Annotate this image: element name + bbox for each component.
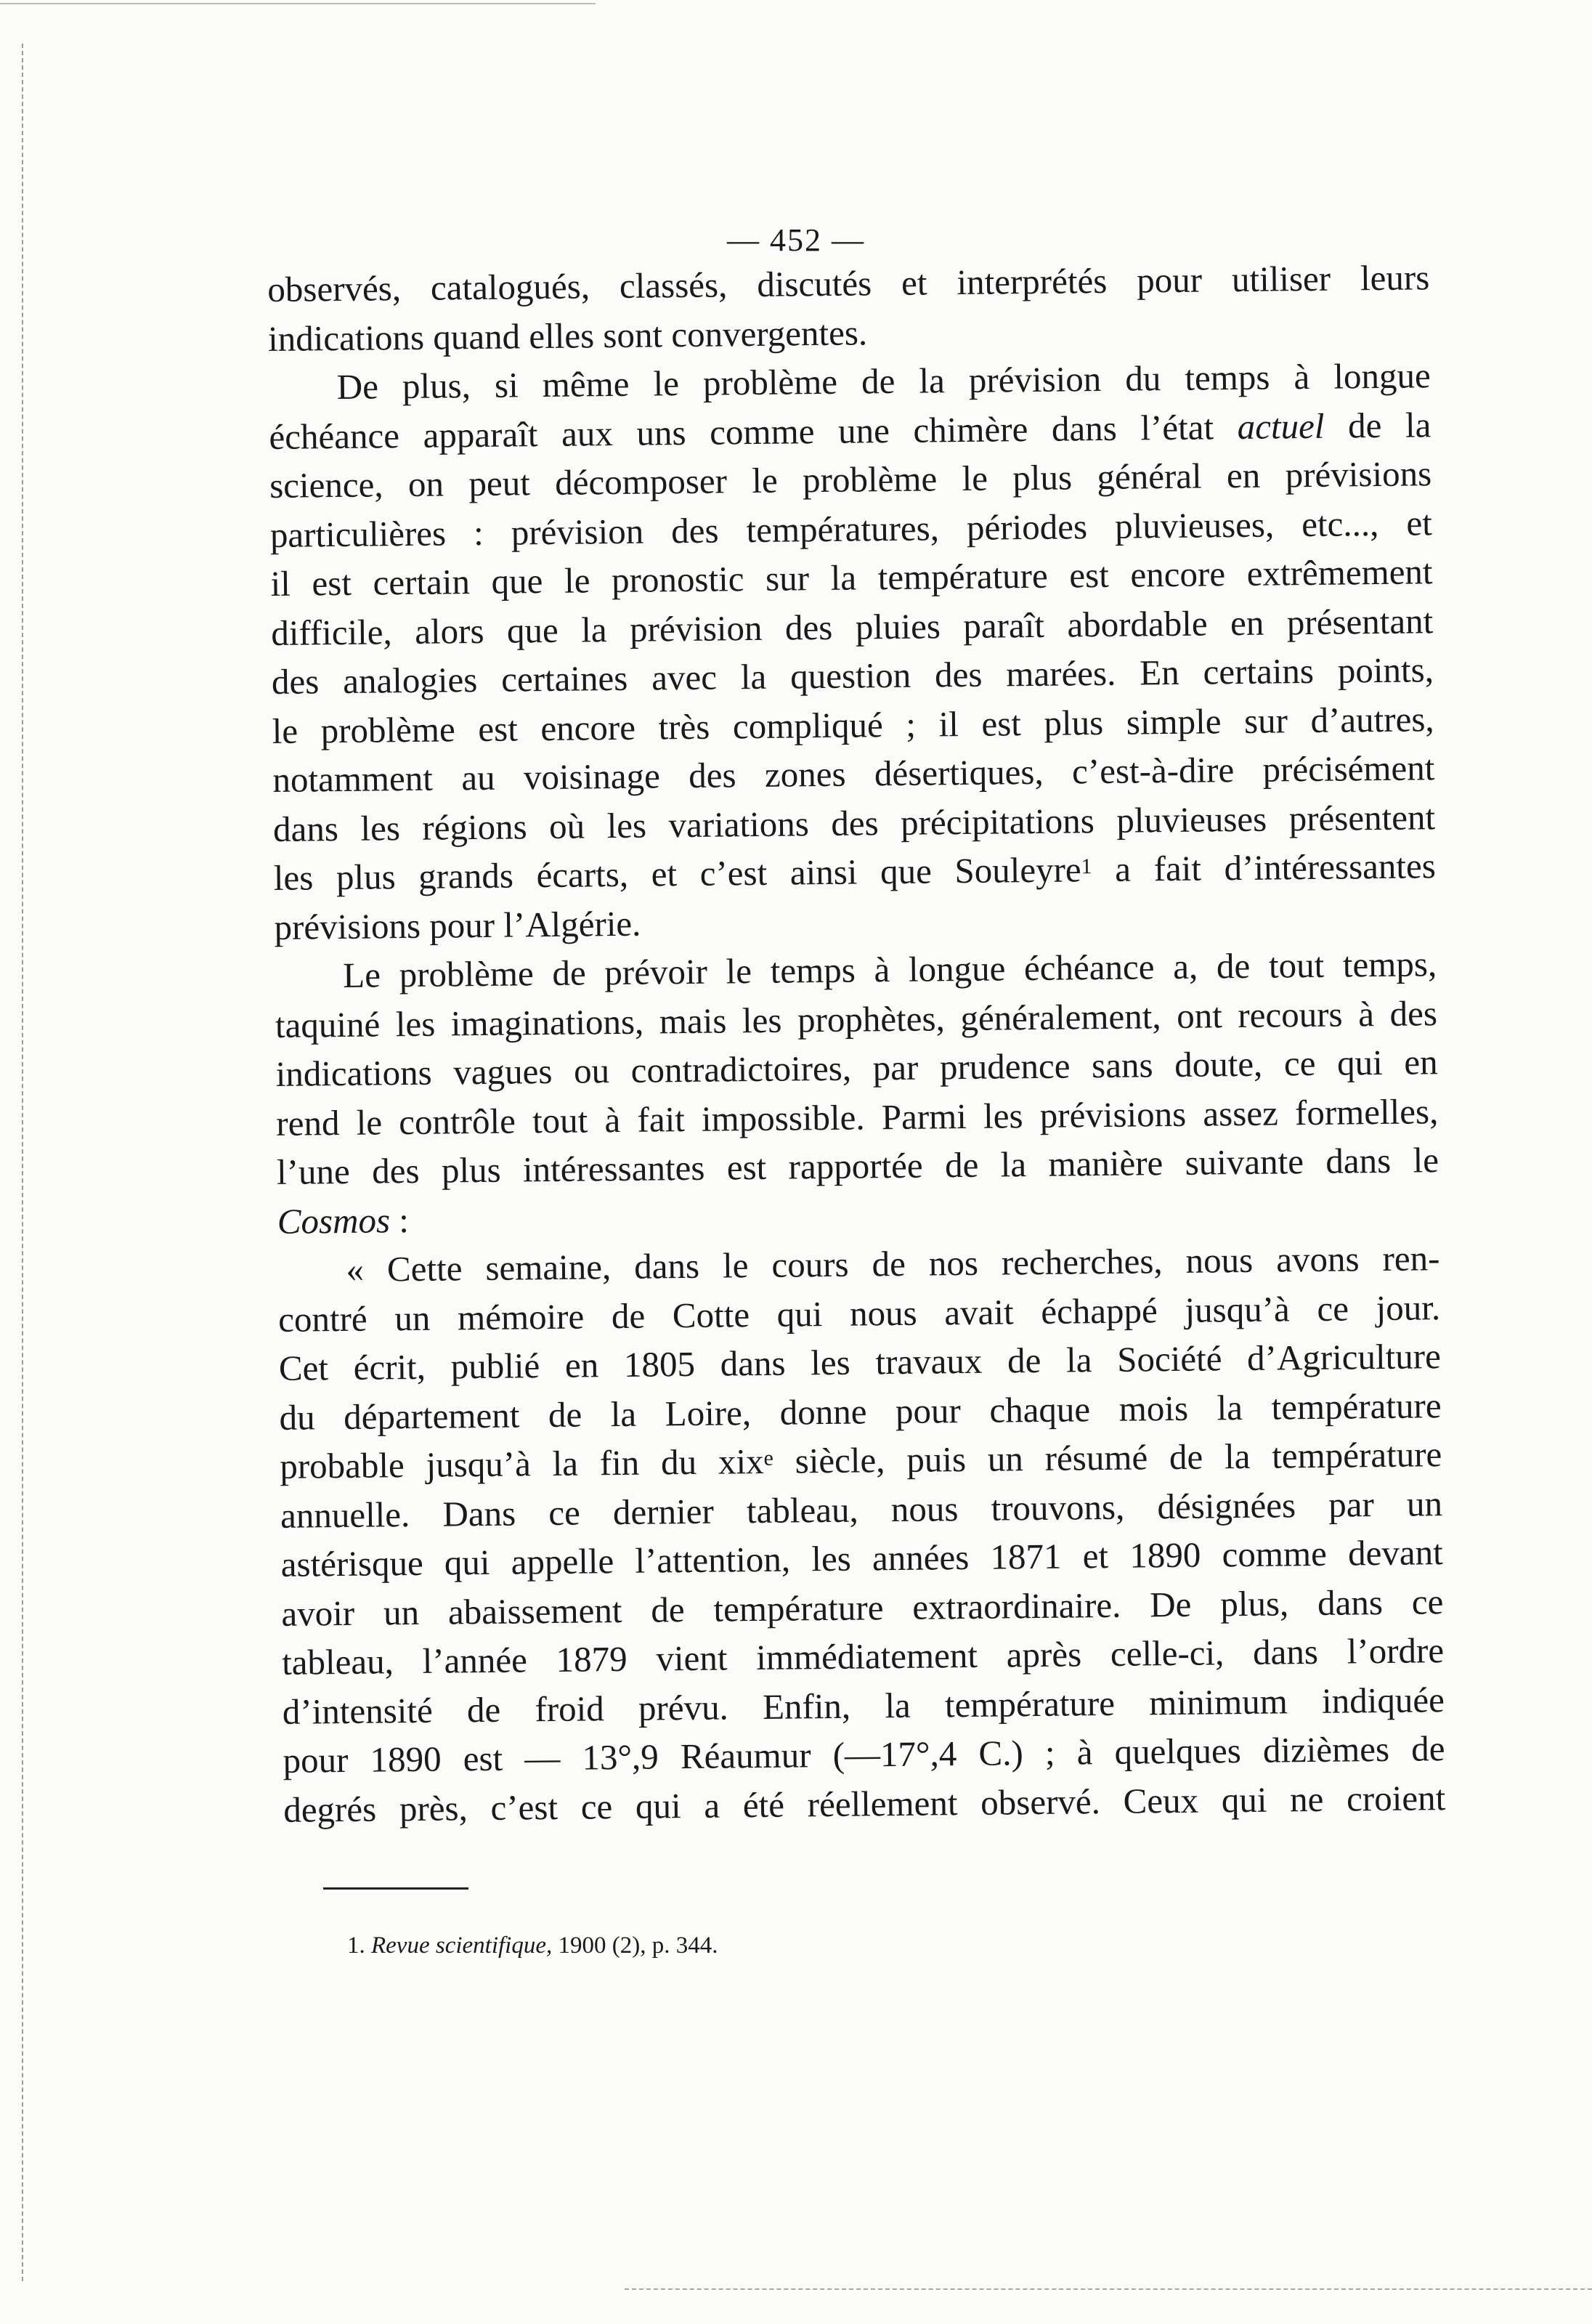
line-text: Le problème de prévoir le temps à longue échéance a, de tout temps,	[342, 944, 1437, 995]
line-text: indications quand elles sont convergentes.	[267, 312, 868, 359]
line-text: science, on peut décomposer le problème le plus général en prévisions	[269, 453, 1432, 506]
body-text	[267, 253, 1446, 1834]
line-text-continued: :	[389, 1199, 410, 1240]
footnote-details: 1900 (2), p. 344.	[552, 1932, 718, 1959]
line-text: échéance apparaît aux uns comme une chimère dans l’état	[269, 406, 1238, 457]
line-text: les plus grands écarts, et c’est ainsi que Souleyre	[273, 849, 1081, 898]
line-text: prévisions pour l’Algérie.	[274, 903, 641, 947]
line-text: taquiné les imaginations, mais les prophètes, généralement, ont recours à des	[275, 992, 1438, 1045]
line-text: pour 1890 est — 13°,9 Réaumur (—17°,4 C.) ; à quelques dizièmes de	[283, 1728, 1445, 1781]
footnote	[347, 1932, 718, 1959]
superscript: 1	[1081, 854, 1092, 879]
superscript: e	[763, 1446, 774, 1470]
line-text: contré un mémoire de Cotte qui nous avait échappé jusqu’à ce jour.	[277, 1287, 1441, 1340]
line-text: degrés près, c’est ce qui a été réellement observé. Ceux qui ne croient	[283, 1777, 1446, 1830]
line-text: dans les régions où les variations des précipitations pluvieuses présentent	[272, 796, 1436, 849]
line-text-continued: a fait d’intéressantes	[1092, 846, 1437, 890]
footnote-number: 1.	[347, 1932, 365, 1959]
line-text-continued: siècle, puis un résumé de la température	[773, 1434, 1442, 1481]
italic-title: Cosmos	[277, 1199, 391, 1242]
line-text: d’intensité de froid prévu. Enfin, la température minimum indiquée	[282, 1679, 1445, 1732]
line-text: il est certain que le pronostic sur la température est encore extrêmement	[270, 551, 1433, 604]
line-text: notamment au voisinage des zones désertiques, c’est-à-dire précisément	[272, 748, 1435, 800]
line-text: tableau, l’année 1879 vient immédiatement après celle-ci, dans l’ordre	[281, 1630, 1445, 1683]
scan-left-edge	[22, 44, 23, 2281]
italic-word: actuel	[1237, 405, 1325, 447]
line-text: l’une des plus intéressantes est rapportée de la manière suivante dans le	[276, 1140, 1439, 1192]
line-text: des analogies certaines avec la question des marées. En certains points,	[271, 649, 1434, 702]
line-text: probable jusqu’à la fin du xix	[280, 1441, 764, 1486]
line-text: difficile, alors que la prévision des pluies paraît abordable en présentant	[271, 600, 1434, 653]
line-text: le problème est encore très compliqué ; il est plus simple sur d’autres,	[272, 698, 1434, 751]
line-text: particulières : prévision des températures, périodes pluvieuses, etc..., et	[269, 502, 1433, 555]
line-text: observés, catalogués, classés, discutés et interprétés pour utiliser leurs	[267, 257, 1430, 309]
page-number: — 452 —	[727, 222, 865, 258]
line-text: du département de la Loire, donne pour chaque mois la température	[279, 1385, 1442, 1438]
line-text: Cet écrit, publié en 1805 dans les travaux de la Société d’Agriculture	[278, 1336, 1442, 1388]
line-text: indications vagues ou contradictoires, par prudence sans doute, ce qui en	[275, 1042, 1438, 1094]
line-text-continued: de la	[1324, 404, 1431, 446]
scan-bottom-edge	[625, 2288, 1592, 2290]
line-text: De plus, si même le problème de la prévision du temps à longue	[336, 355, 1431, 408]
line-text: rend le contrôle tout à fait impossible. Parmi les prévisions assez formelles,	[276, 1090, 1439, 1143]
scan-top-edge	[0, 3, 596, 4]
footnote-rule	[323, 1887, 468, 1890]
line-text: astérisque qui appelle l’attention, les années 1871 et 1890 comme devant	[280, 1532, 1443, 1584]
line-text: « Cette semaine, dans le cours de nos recherches, nous avons ren-	[346, 1238, 1440, 1289]
line-text: avoir un abaissement de température extraordinaire. De plus, dans ce	[281, 1581, 1444, 1634]
line-text: annuelle. Dans ce dernier tableau, nous trouvons, désignées par un	[280, 1483, 1443, 1536]
footnote-source: Revue scientifique,	[371, 1932, 553, 1959]
